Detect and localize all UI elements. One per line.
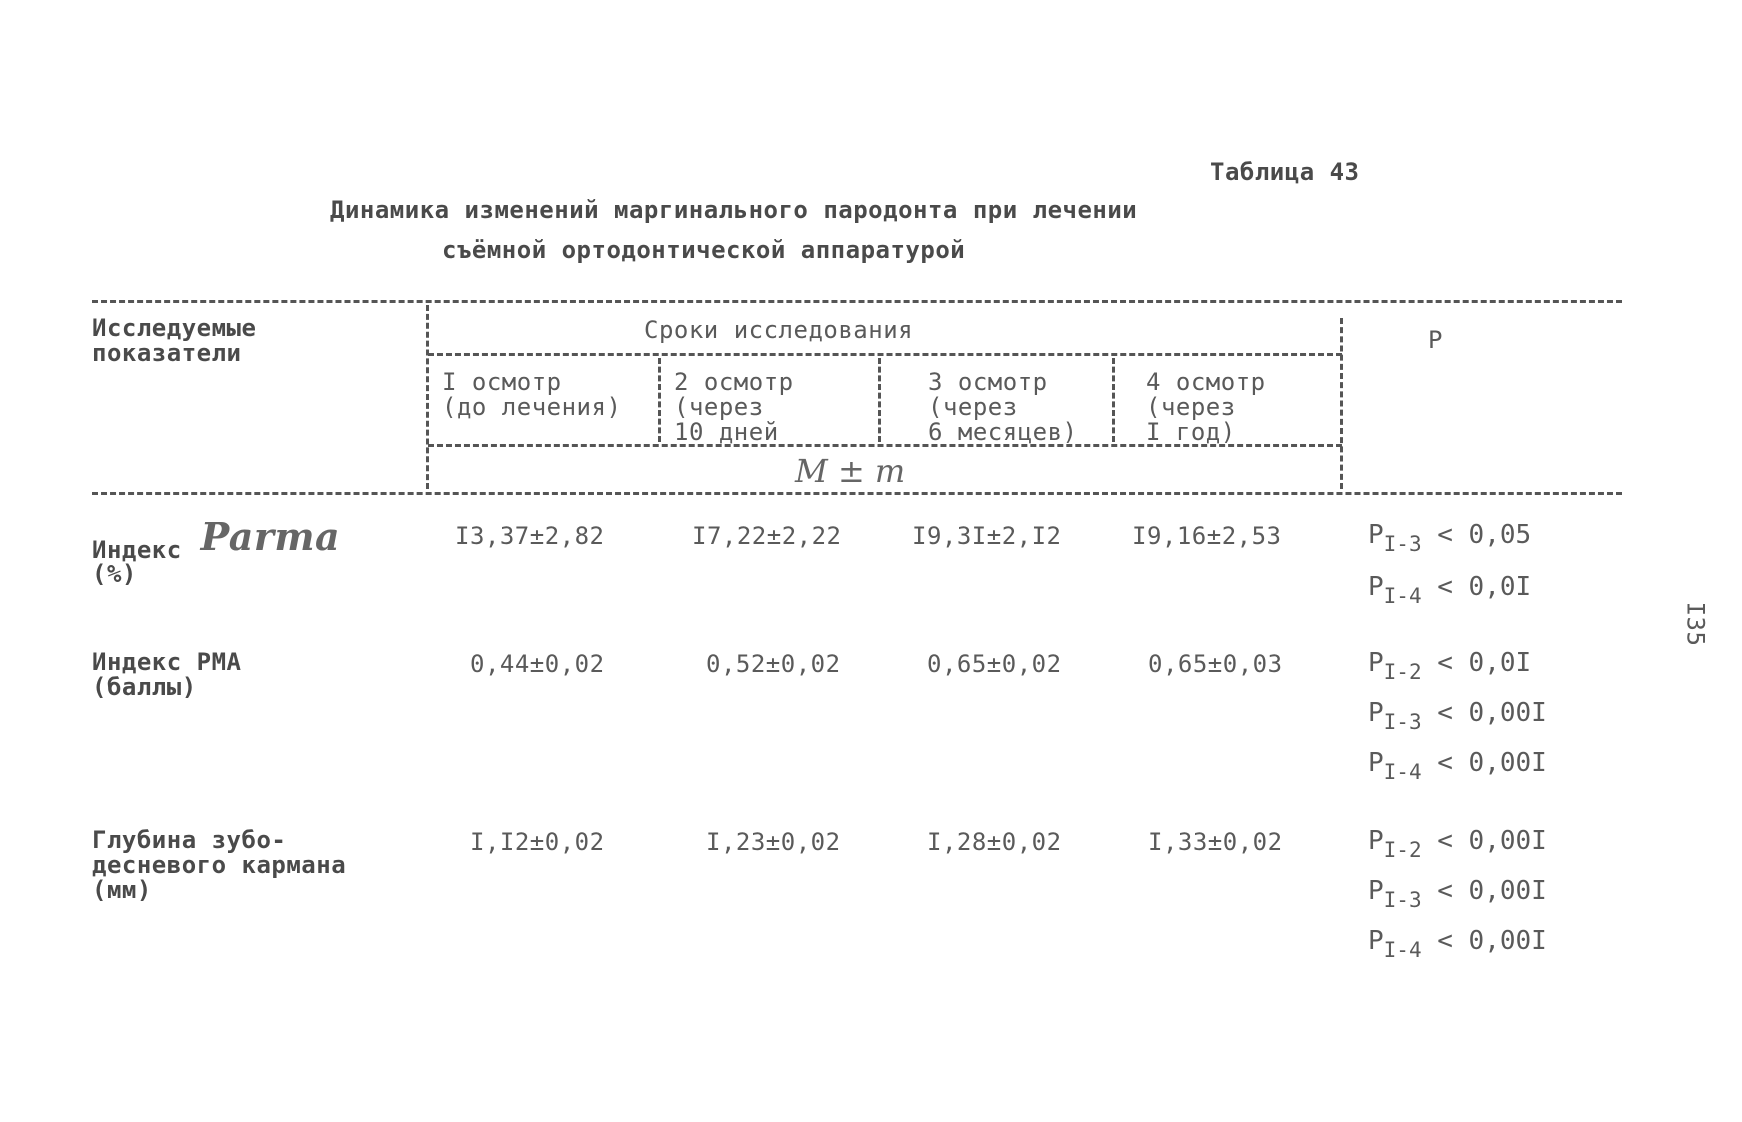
header-col-2 xyxy=(674,370,794,445)
header-col-line: I осмотр xyxy=(442,368,562,396)
col2-col3-divider xyxy=(878,358,881,442)
p-rest: < 0,00I xyxy=(1437,826,1547,856)
col3-col4-divider xyxy=(1112,358,1115,442)
row3-p-3 xyxy=(1368,926,1547,962)
header-p: Р xyxy=(1428,326,1443,354)
row3-value-col4: I,33±0,02 xyxy=(1148,828,1283,856)
row1-p-1 xyxy=(1368,520,1531,556)
table-top-rule xyxy=(92,300,1622,303)
header-col-line: 6 месяцев) xyxy=(928,418,1078,446)
header-col-line: (до лечения) xyxy=(442,393,622,421)
terms-header-rule xyxy=(428,353,1342,356)
row2-p-2 xyxy=(1368,698,1547,734)
p-base: P xyxy=(1368,826,1384,856)
row3-value-col2: I,23±0,02 xyxy=(706,828,841,856)
header-col-line: (через xyxy=(674,393,764,421)
p-rest: < 0,00I xyxy=(1437,698,1547,728)
row1-value-col4: I9,16±2,53 xyxy=(1132,522,1282,550)
p-base: P xyxy=(1368,648,1384,678)
p-sub: I-2 xyxy=(1383,838,1422,862)
p-rest: < 0,05 xyxy=(1437,520,1532,550)
header-col-line: 10 дней xyxy=(674,418,779,446)
row2-value-col2: 0,52±0,02 xyxy=(706,650,841,678)
p-sub: I-2 xyxy=(1383,660,1422,684)
page-number: I35 xyxy=(1681,601,1710,647)
p-sub: I-3 xyxy=(1383,888,1422,912)
header-indicators-line: Исследуемые xyxy=(92,314,257,342)
header-terms: Сроки исследования xyxy=(644,316,914,344)
p-base: P xyxy=(1368,926,1384,956)
row2-value-col1: 0,44±0,02 xyxy=(470,650,605,678)
row1-p-2 xyxy=(1368,572,1531,608)
row2-label-line: (баллы) xyxy=(92,673,197,701)
row3-label-line: Глубина зубо- xyxy=(92,826,287,854)
indicators-column-divider xyxy=(426,305,429,489)
row3-p-1 xyxy=(1368,826,1547,862)
row2-p-3 xyxy=(1368,748,1547,784)
header-col-line: 2 осмотр xyxy=(674,368,794,396)
p-sub: I-4 xyxy=(1383,584,1422,608)
row2-p-1 xyxy=(1368,648,1531,684)
row1-label-unit: (%) xyxy=(92,560,137,588)
row1-label-main: Индекс xyxy=(92,536,182,564)
header-col-line: 4 осмотр xyxy=(1146,368,1266,396)
header-stat-m-pm-m: M ± m xyxy=(795,452,906,490)
row3-label xyxy=(92,828,346,903)
p-base: P xyxy=(1368,572,1384,602)
header-indicators-line: показатели xyxy=(92,339,242,367)
table-title-line-2: съёмной ортодонтической аппаратурой xyxy=(442,236,966,264)
row3-label-line: десневого кармана xyxy=(92,851,347,879)
p-base: P xyxy=(1368,698,1384,728)
row2-value-col4: 0,65±0,03 xyxy=(1148,650,1283,678)
p-rest: < 0,0I xyxy=(1437,572,1532,602)
header-col-1 xyxy=(442,370,621,420)
p-sub: I-3 xyxy=(1383,532,1422,556)
table-label: Таблица 43 xyxy=(1210,158,1360,186)
row2-label xyxy=(92,650,242,700)
p-base: P xyxy=(1368,748,1384,778)
row3-value-col1: I,I2±0,02 xyxy=(470,828,605,856)
header-col-4 xyxy=(1146,370,1266,445)
p-rest: < 0,00I xyxy=(1437,926,1547,956)
row1-value-col3: I9,3I±2,I2 xyxy=(912,522,1062,550)
row2-label-line: Индекс РМА xyxy=(92,648,242,676)
row1-label-handwritten: Parma xyxy=(200,514,341,559)
row3-label-line: (мм) xyxy=(92,876,152,904)
p-rest: < 0,00I xyxy=(1437,748,1547,778)
header-bottom-rule xyxy=(92,492,1622,495)
p-sub: I-3 xyxy=(1383,710,1422,734)
row3-value-col3: I,28±0,02 xyxy=(927,828,1062,856)
header-col-line: 3 осмотр xyxy=(928,368,1048,396)
header-col-line: (через xyxy=(928,393,1018,421)
p-sub: I-4 xyxy=(1383,760,1422,784)
row1-value-col1: I3,37±2,82 xyxy=(455,522,605,550)
p-sub: I-4 xyxy=(1383,938,1422,962)
row3-p-2 xyxy=(1368,876,1547,912)
col1-col2-divider xyxy=(658,358,661,442)
p-rest: < 0,00I xyxy=(1437,876,1547,906)
table-title-line-1: Динамика изменений маргинального пародонта при лечении xyxy=(330,196,1138,224)
p-base: P xyxy=(1368,520,1384,550)
p-rest: < 0,0I xyxy=(1437,648,1532,678)
p-column-divider xyxy=(1340,318,1343,489)
header-col-3 xyxy=(928,370,1078,445)
header-indicators xyxy=(92,316,256,366)
row1-value-col2: I7,22±2,22 xyxy=(692,522,842,550)
header-col-line: (через xyxy=(1146,393,1236,421)
p-base: P xyxy=(1368,876,1384,906)
row2-value-col3: 0,65±0,02 xyxy=(927,650,1062,678)
header-col-line: I год) xyxy=(1146,418,1236,446)
